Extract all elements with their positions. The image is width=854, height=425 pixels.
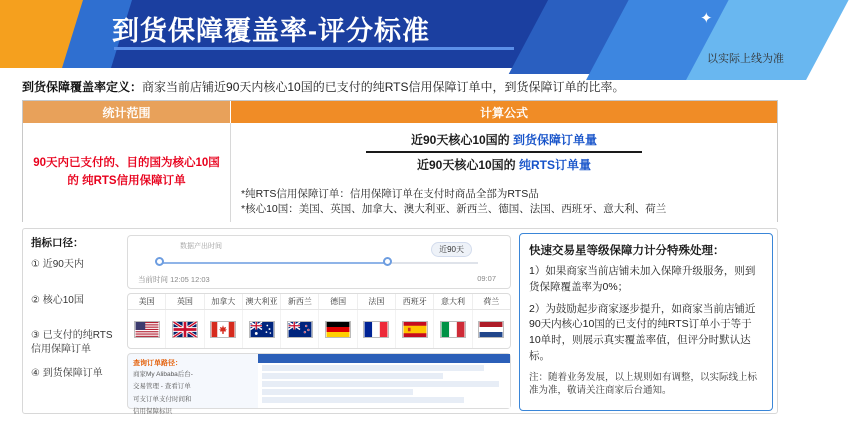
kpi-title: 指标口径：	[31, 237, 84, 249]
page-header	[0, 0, 800, 68]
flag-cell-uk	[166, 310, 204, 348]
order-path-line-2: 交易管理 - 查看订单	[133, 383, 191, 391]
order-screenshot-thumb	[258, 354, 510, 408]
timeline-range-pill: 近90天	[431, 242, 472, 257]
scope-text: 90天内已支付的、目的国为核心10国的 纯RTS信用保障订单	[33, 156, 220, 187]
thumb-row	[262, 373, 443, 379]
metric-table	[22, 100, 778, 222]
table-header-formula: 计算公式	[231, 101, 777, 123]
table-header-row	[23, 101, 777, 123]
flag-label-nz: 新西兰	[281, 294, 319, 309]
flag-label-nl: 荷兰	[483, 297, 500, 306]
flag-cell-nl	[473, 310, 510, 348]
flag-france-icon	[363, 321, 389, 338]
header-note: 以实际上线为准	[707, 53, 784, 65]
flags-card	[127, 293, 511, 349]
flag-cell-ca	[205, 310, 243, 348]
star-icon: ✦	[700, 10, 713, 27]
timeline-axis-label: 数据产出时间	[180, 243, 222, 250]
flag-uk-icon	[172, 321, 198, 338]
thumb-row	[262, 389, 413, 395]
flag-label-es: 西班牙	[396, 294, 434, 309]
fraction-bar	[366, 151, 642, 153]
timeline-card	[127, 235, 511, 289]
flag-label-fr: 法国	[358, 294, 396, 309]
thumb-row	[262, 397, 464, 403]
flag-cell-es	[396, 310, 434, 348]
flag-australia-icon	[249, 321, 275, 338]
bottom-panel	[22, 228, 778, 414]
timeline-bar-fill	[158, 262, 390, 264]
kpi-column	[23, 229, 123, 413]
numerator-highlight: 到货保障订单量	[513, 133, 598, 147]
flag-label-uk: 英国	[166, 294, 204, 309]
flag-cell-nz	[281, 310, 319, 348]
flag-label-us: 美国	[128, 294, 166, 309]
formula-cell	[231, 123, 777, 222]
kpi-item-3: ③ 已支付的纯RTS信用保障订单	[31, 330, 113, 355]
definition-label: 到货保障覆盖率定义：	[22, 80, 143, 94]
flag-cell-de	[319, 310, 357, 348]
formula-block	[354, 129, 654, 175]
flag-label-de: 德国	[319, 294, 357, 309]
illustration-column	[127, 235, 511, 416]
flag-cell-it	[434, 310, 472, 348]
flags-header-row	[128, 294, 510, 310]
flag-label-ca: 加拿大	[205, 294, 243, 309]
denominator-highlight: 纯RTS订单量	[519, 158, 592, 172]
thumb-header-bar	[258, 354, 510, 363]
denominator-prefix: 近90天核心10国的	[416, 158, 516, 172]
numerator-prefix: 近90天核心10国的	[410, 133, 510, 147]
flag-cell-fr	[358, 310, 396, 348]
order-path-line-5: 信用保障标识	[133, 408, 172, 416]
kpi-item-2: ② 核心10国	[31, 294, 84, 306]
formula-denominator	[354, 154, 654, 175]
scope-cell	[23, 123, 231, 222]
flag-us-icon	[134, 321, 160, 338]
order-path-title: 查询订单路径：	[133, 360, 182, 367]
flag-spain-icon	[402, 321, 428, 338]
definition-text: 商家当前店铺近90天内核心10国的已支付的纯RTS信用保障订单中，到货保障订单的比率。	[142, 80, 625, 94]
rules-note: 注：随着业务发展，以上规则如有调整，以实际线上标准为准，敬请关注商家后台通知。	[529, 371, 758, 397]
definition-row	[22, 78, 782, 95]
order-path-line-1: 商家My Alibaba后台-	[133, 371, 193, 378]
flag-canada-icon	[210, 321, 236, 338]
timeline-start-meta: 当前时间 12:05 12:03	[138, 275, 210, 284]
timeline-end-meta: 09:07	[477, 274, 496, 283]
rules-title: 快速交易星等级保障力计分特殊处理：	[529, 245, 725, 257]
kpi-item-4: ④ 到货保障订单	[31, 368, 103, 379]
order-path-line-4: 可支订单支付时间和	[133, 395, 192, 403]
flag-netherlands-icon	[478, 321, 504, 338]
rules-paragraph-2: 2）为鼓励起步商家逐步提升，如商家当前店铺近90天内核心10国的已支付的纯RTS订单小于等于10单时，则展示真实覆盖率值，但评分时默认达标。	[529, 302, 756, 362]
flag-italy-icon	[440, 321, 466, 338]
rules-paragraph-1: 1）如果商家当前店铺未加入保障升级服务，则到货保障覆盖率为0%；	[529, 265, 756, 293]
flag-cell-us	[128, 310, 166, 348]
formula-numerator	[354, 129, 654, 150]
flag-germany-icon	[325, 321, 351, 338]
flag-cell-au	[243, 310, 281, 348]
timeline-bar	[158, 262, 478, 264]
formula-note-2: *核心10国：美国、英国、加拿大、澳大利亚、新西兰、德国、法国、西班牙、意大利、荷兰	[241, 203, 667, 216]
table-header-scope: 统计范围	[23, 101, 231, 123]
thumb-row	[262, 365, 484, 371]
order-path-text	[128, 354, 256, 416]
kpi-item-1: ① 近90天内	[31, 259, 84, 270]
formula-note-1: *纯RTS信用保障订单：信用保障订单在支付时商品全部为RTS品	[241, 187, 539, 200]
thumb-row	[262, 381, 499, 387]
flag-label-au: 澳大利亚	[243, 294, 281, 309]
order-screenshot-card	[127, 353, 511, 416]
page-title: 到货保障覆盖率-评分标准	[112, 16, 430, 46]
timeline-dot-end	[383, 257, 392, 266]
flag-label-it: 意大利	[434, 294, 472, 309]
flags-row	[128, 310, 510, 348]
table-body-row	[23, 123, 777, 222]
flag-newzealand-icon	[287, 321, 313, 338]
rules-box	[519, 233, 773, 411]
timeline-dot-start	[155, 257, 164, 266]
title-underline	[114, 47, 514, 50]
formula-notes	[241, 187, 765, 219]
